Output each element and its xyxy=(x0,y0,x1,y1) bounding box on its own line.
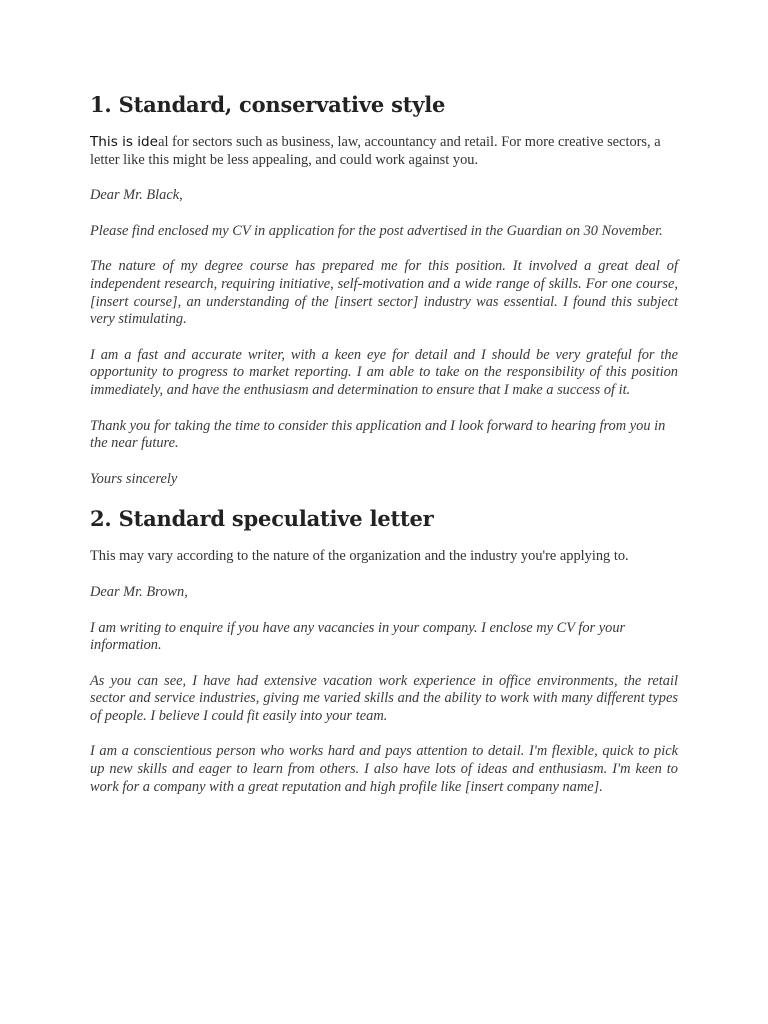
letter-1-salutation: Dear Mr. Black, xyxy=(90,187,183,204)
letter-1-closing: Yours sincerely xyxy=(90,470,178,487)
letter-2-salutation: Dear Mr. Brown, xyxy=(90,583,188,600)
section-1-intro-rest: al for sectors such as business, law, accountancy and retail. For more creative sectors, a letter like this might be less appealing, and could work against you. xyxy=(90,134,661,168)
section-2-heading: 2. Standard speculative letter xyxy=(90,506,434,532)
section-1-heading: 1. Standard, conservative style xyxy=(90,92,446,117)
letter-1-paragraph: Thank you for taking the time to consider this application and I look forward to hearing from you in the near future. xyxy=(90,417,666,452)
letter-2-paragraph: I am a conscientious person who works hard and pays attention to detail. I'm flexible, quick to pick up new skills and eager to learn from others. I also have lots of ideas and enthusiasm. I'm keen to work for a company with a great reputation and high profile like [insert company name]. xyxy=(90,743,678,795)
letter-1-paragraph: I am a fast and accurate writer, with a keen eye for detail and I should be very grateful for the opportunity to progress to market reporting. I am able to take on the responsibility of this position immediately, and have the enthusiasm and determination to ensure that I make a success of it. xyxy=(90,346,678,398)
section-1-intro-lead: This is ide xyxy=(90,134,159,150)
letter-1-paragraph: The nature of my degree course has prepared me for this position. It involved a great deal of independent research, requiring initiative, self-motivation and a wide range of skills. For one course, [insert course], an understanding of the [insert sector] industry was essential. I found this subject very stimulating. xyxy=(90,258,678,328)
section-1-intro xyxy=(90,134,678,169)
section-2-intro: This may vary according to the nature of the organization and the industry you're applying to. xyxy=(90,548,629,565)
letter-2-paragraph: I am writing to enquire if you have any vacancies in your company. I enclose my CV for your information. xyxy=(90,619,626,654)
letter-2-paragraph: As you can see, I have had extensive vacation work experience in office environments, the retail sector and service industries, giving me varied skills and the ability to work with many different types of people. I believe I could fit easily into your team. xyxy=(90,672,678,724)
letter-1-paragraph: Please find enclosed my CV in application for the post advertised in the Guardian on 30 November. xyxy=(90,222,663,239)
document-page xyxy=(90,88,678,796)
